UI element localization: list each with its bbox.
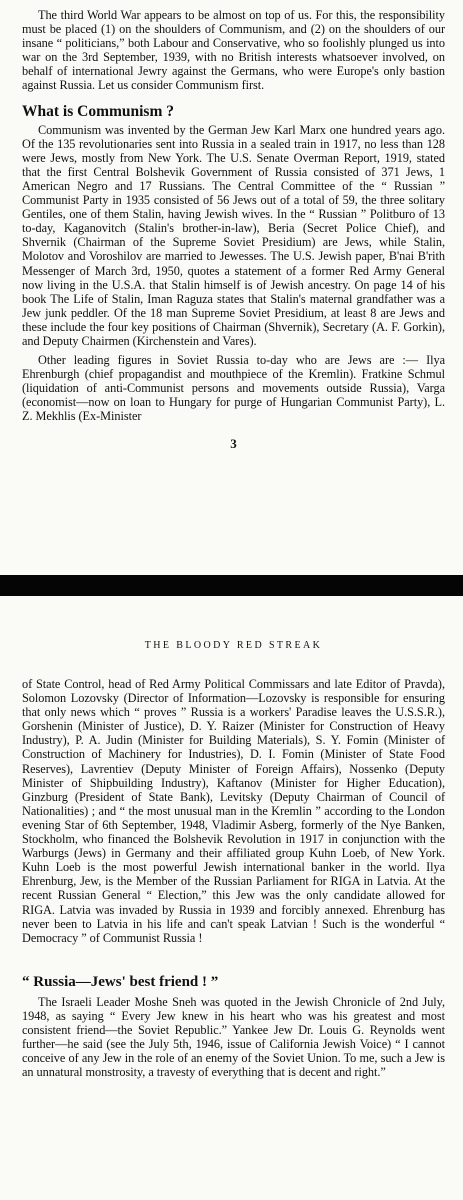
section-heading-communism: What is Communism ? xyxy=(22,102,175,120)
body-paragraph: The Israeli Leader Moshe Sneh was quoted in the Jewish Chronicle of 2nd July, 1948, as saying “ Every Jew knew in his heart who was his greatest and most consistent friend—the Soviet Republic.” Yankee Jew Dr. Louis G. Reynolds went further—he said (see the July 5th, 1946, issue of California Jewish Voice) “ I cannot conceive of any Jew in the role of an enemy of the Soviet Union. To me, such a Jew is an unnatural monstrosity, a travesty of everything that is decent and right.” xyxy=(22,994,445,1080)
page-number: 3 xyxy=(230,435,237,451)
body-paragraph: of State Control, head of Red Army Political Commissars and late Editor of Pravda), Solomon Lozovsky (Director of Information—Lozovsky is responsible for ensuring that only news which “ proves ” Russia is a workers' Paradise leaves the U.S.S.R.), Gorshenin (Minister of Justice), D. Y. Raizer (Minister for Construction of Heavy Industry), P. A. Judin (Minister for Building Materials), S. Y. Fomin (Minister of Construction of Machinery for Industries), D. I. Fomin (Minister of State Food Reserves), Lavrentiev (Deputy Minister of Foreign Affairs), Nossenko (Deputy Minister of Shipbuilding Industry), Kaftanov (Minister for Higher Education), Ginzburg (President of State Bank), Levitsky (Deputy Chairman of Council of Nationalities) ; and “ the most unusual man in the Kremlin ” according to the London evening Star of 6th September, 1948, Vladimir Asberg, formerly of the Nye Banken, Stockholm, who financed the Bolshevik Revolution in 1917 in conjunction with the Warburgs (Jews) in Germany and their affiliated group Kuhn Loeb, of New York. Kuhn Loeb is the most powerful Jewish international banker in the world. Ilya Ehrenburg, Jew, is the Member of the Russian Parliament for RIGA in Latvia. At the recent Russian General “ Election,” this Jew was the only candidate allowed for RIGA. Latvia was invaded by Russia in 1939 and forcibly annexed. Ehrenburg has never been to Latvia in his life and can't speak Latvian ! Such is the wonderful “ Democracy ” of Communist Russia ! xyxy=(22,677,445,945)
intro-paragraph: The third World War appears to be almost on top of us. For this, the responsibility must be placed (1) on the shoulders of Communism, and (2) on the shoulders of our insane “ politicians,” both Labour and Conservative, who so foolishly plunged us into war on the 3rd September, 1939, with no British interests whatsoever involved, on behalf of international Jewry against the Germans, who were Europe's only bastion against Russia. Let us consider Communism first. xyxy=(22,8,445,93)
page-divider xyxy=(0,575,463,596)
body-paragraph: Other leading figures in Soviet Russia to-day who are Jews are :— Ilya Ehrenburgh (chief propagandist and mouthpiece of the Kremlin). Fratkine Schmul (liquidation of anti-Communist persons and movements outside Russia), Varga (economist—now on loan to Hungary for purge of Hungarian Communist Party), L. Z. Mekhlis (Ex-Minister xyxy=(22,353,445,424)
page-3 xyxy=(0,0,463,575)
body-paragraph: Communism was invented by the German Jew Karl Marx one hundred years ago. Of the 135 revolutionaries sent into Russia in a sealed train in 1917, no less than 128 were Jews, mostly from New York. The U.S. Senate Overman Report, 1919, stated that the first Central Bolshevik Government of Russia consisted of 371 Jews, 1 American Negro and 17 Russians. The Central Committee of the “ Russian ” Communist Party in 1935 consisted of 56 Jews out of a total of 59, the three solitary Gentiles, one of them Stalin, having Jewish wives. In the “ Russian ” Politburo of 13 to-day, Kaganovitch (Stalin's brother-in-law), Beria (Secret Police Chief), and Shvernik (Chairman of the Supreme Soviet Presidium) are Jews, while Stalin, Molotov and Voroshilov are married to Jewesses. The U.S. Jewish paper, B'nai B'rith Messenger of March 3rd, 1950, quotes a statement of a former Red Army General now living in the U.S.A. that Stalin himself is of Jewish ancestry. On page 14 of his book The Life of Stalin, Iman Raguza states that Stalin's maternal grandfather was a Jew junk peddler. Of the 18 man Supreme Soviet Presidium, at least 8 are Jews and these include the four key positions of Chairman (Shvernik), Secretary (A. F. Gorkin), and Deputy Chairmen (Kirchenstein and Vares). xyxy=(22,122,445,348)
running-head: THE BLOODY RED STREAK xyxy=(144,640,323,651)
section-heading-russia: “ Russia—Jews' best friend ! ” xyxy=(22,973,219,990)
page-4 xyxy=(0,596,463,1200)
